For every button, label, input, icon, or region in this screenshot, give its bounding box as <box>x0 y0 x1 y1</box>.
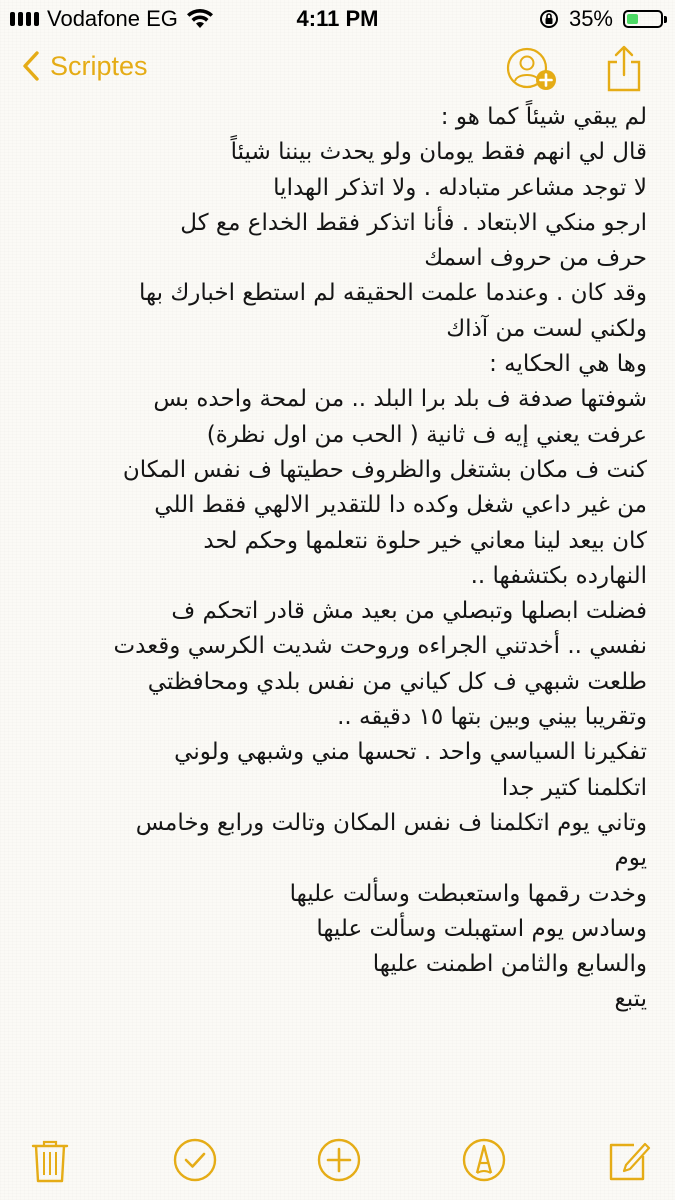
carrier-name: Vodafone EG <box>47 6 178 31</box>
note-line: يتبع <box>614 986 647 1013</box>
nav-bar <box>0 40 675 100</box>
note-text-area[interactable] <box>22 100 647 1120</box>
trash-icon[interactable] <box>26 1136 74 1184</box>
note-line: وقد كان . وعندما علمت الحقيقه لم استطع اخبارك بها <box>139 280 647 307</box>
note-line: نفسي .. أخدتني الجراءه وروحت شديت الكرسي وقعدت <box>113 633 647 660</box>
note-line: تفكيرنا السياسي واحد . تحسها مني وشبهي ولوني <box>174 739 647 766</box>
share-icon[interactable] <box>604 44 644 94</box>
status-bar <box>0 0 675 38</box>
note-line: فضلت ابصلها وتبصلي من بعيد مش قادر اتحكم ف <box>171 598 647 625</box>
bottom-toolbar <box>0 1130 675 1200</box>
checklist-icon[interactable] <box>171 1136 219 1184</box>
note-line: وسادس يوم استهبلت وسألت عليها <box>316 915 647 942</box>
sketch-icon[interactable] <box>460 1136 508 1184</box>
note-line: وها هي الحكايه : <box>489 351 647 378</box>
status-time: 4:11 PM <box>296 6 379 31</box>
back-label: Scriptes <box>50 50 148 81</box>
add-icon[interactable] <box>315 1136 363 1184</box>
note-line: من غير داعي شغل وكده دا للتقدير الالهي فقط اللي <box>154 492 647 519</box>
note-line: ارجو منكي الابتعاد . فأنا اتذكر فقط الخداع مع كل <box>180 209 647 236</box>
compose-icon[interactable] <box>604 1136 652 1184</box>
note-line: حرف من حروف اسمك <box>424 245 647 272</box>
note-line: لا توجد مشاعر متبادله . ولا اتذكر الهدايا <box>273 174 647 201</box>
status-right <box>539 6 663 32</box>
note-line: طلعت شبهي ف كل كياني من نفس بلدي ومحافظتي <box>147 668 647 695</box>
note-line: كان بيعد لينا معاني خير حلوة نتعلمها وحكم لحد <box>203 527 647 554</box>
note-line: يوم <box>614 845 647 872</box>
note-line: قال لي انهم فقط يومان ولو يحدث بيننا شيئاً <box>230 139 647 166</box>
chevron-left-icon <box>22 50 40 82</box>
battery-level <box>627 14 638 24</box>
battery-icon <box>623 10 663 28</box>
note-line: لم يبقي شيئاً كما هو : <box>440 104 647 130</box>
note-line: كنت ف مكان بشتغل والظروف حطيتها ف نفس المكان <box>122 456 647 483</box>
note-line: النهارده بكتشفها .. <box>470 562 647 589</box>
note-line: ولكني لست من آذاك <box>446 315 647 342</box>
add-person-icon[interactable] <box>503 44 559 96</box>
note-line: وتاني يوم اتكلمنا ف نفس المكان وتالت ورابع وخامس <box>135 809 647 836</box>
note-line: وتقريبا بيني وبين بتها ١٥ دقيقه .. <box>337 704 647 731</box>
orientation-lock-icon <box>539 9 559 29</box>
back-button[interactable] <box>22 50 148 82</box>
note-line: اتكلمنا كتير جدا <box>501 774 647 801</box>
note-line: شوفتها صدفة ف بلد برا البلد .. من لمحة واحده بس <box>153 386 647 413</box>
note-line: عرفت يعني إيه ف ثانية ( الحب من اول نظرة) <box>206 421 647 448</box>
note-line: والسابع والثامن اطمنت عليها <box>372 951 647 978</box>
battery-percent: 35% <box>568 6 613 31</box>
note-line: وخدت رقمها واستعبطت وسألت عليها <box>289 880 647 907</box>
